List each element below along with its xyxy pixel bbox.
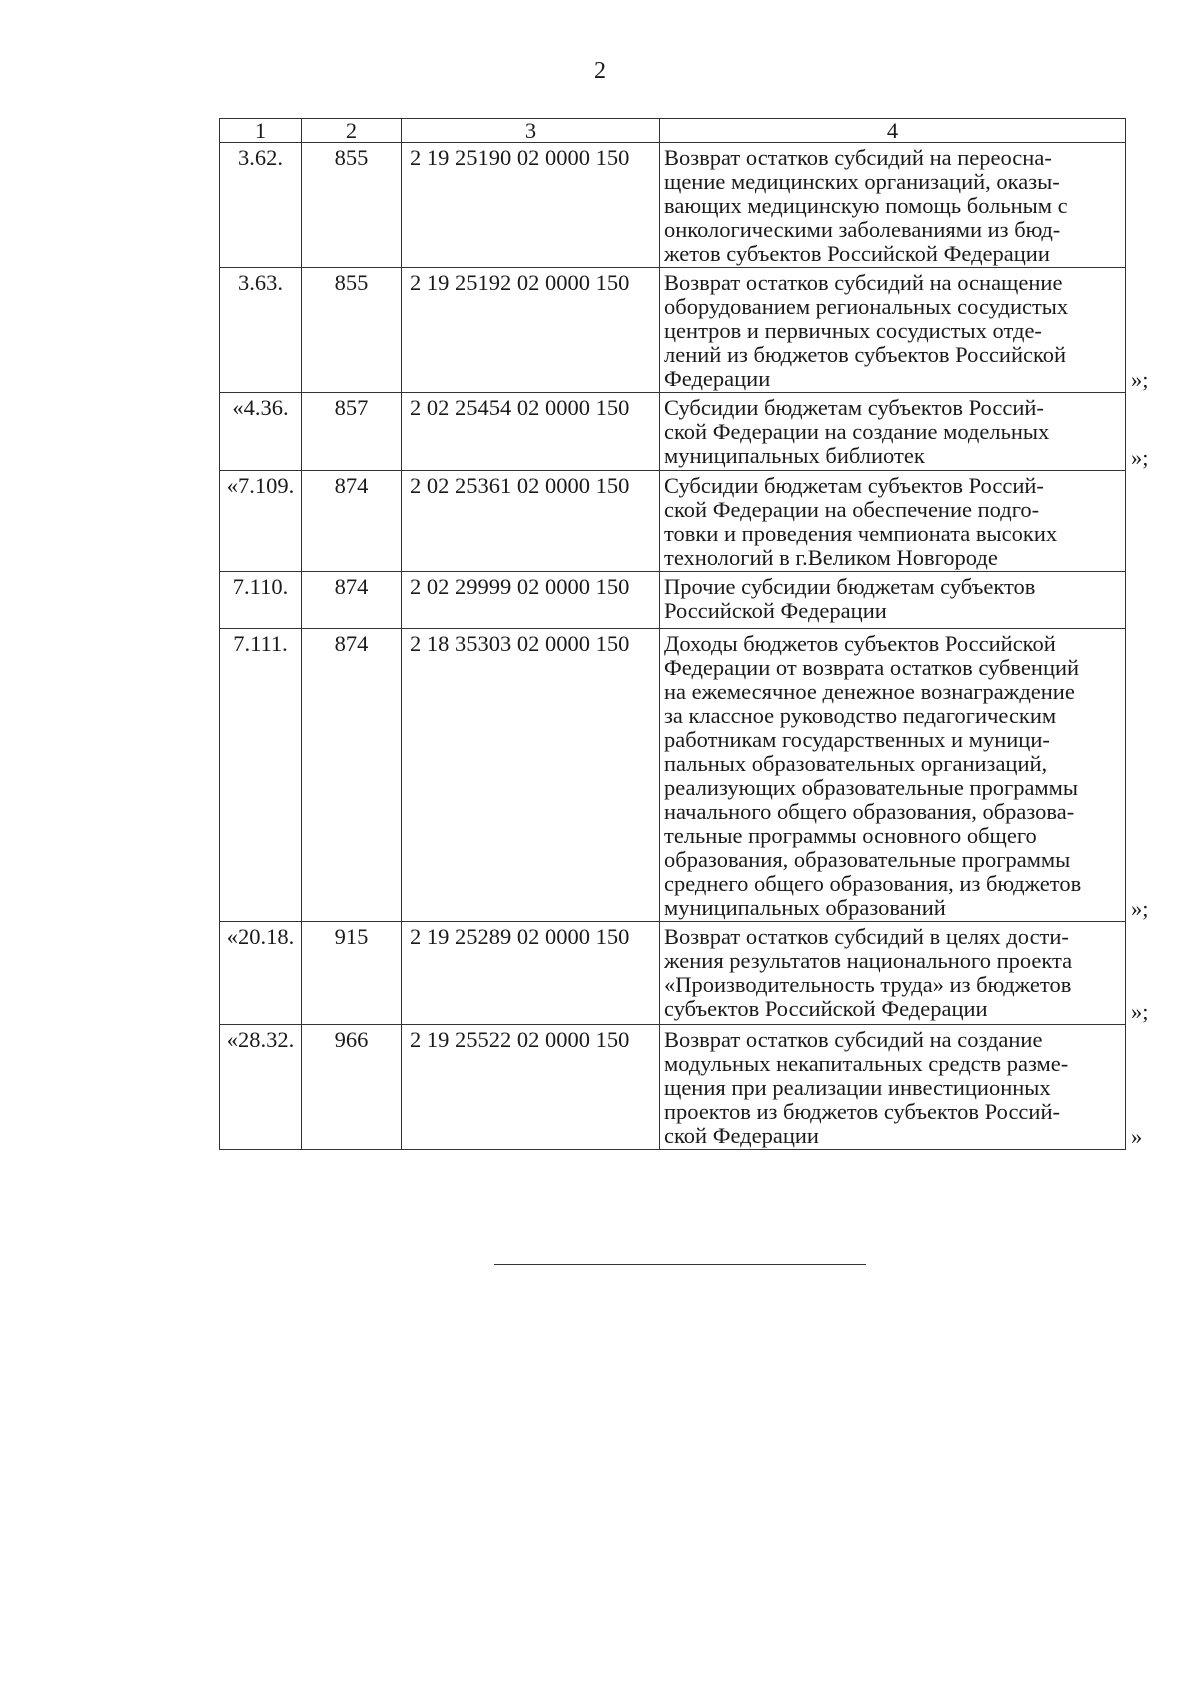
admin-code-cell: 857 (302, 393, 402, 471)
description-line: Доходы бюджетов субъектов Российской (664, 631, 1056, 656)
column-header-2: 2 (302, 119, 402, 143)
description-line: ской Федерации (664, 1123, 819, 1148)
budget-code-cell: 2 19 25522 02 0000 150 (402, 1025, 660, 1150)
budget-code-cell: 2 02 29999 02 0000 150 (402, 572, 660, 629)
description-line: щения при реализации инвестиционных (664, 1075, 1051, 1100)
description-line: образования, образовательные программы (664, 847, 1071, 872)
column-header-3: 3 (402, 119, 660, 143)
description-line: Прочие субсидии бюджетам субъектов (664, 574, 1036, 599)
description-line: на ежемесячное денежное вознаграждение (664, 679, 1075, 704)
budget-code-cell: 2 19 25190 02 0000 150 (402, 143, 660, 268)
table-row (220, 393, 1126, 471)
description-cell (660, 268, 1149, 393)
admin-code-cell: 855 (302, 143, 402, 268)
budget-code-cell: 2 19 25192 02 0000 150 (402, 268, 660, 393)
budget-code-cell: 2 02 25454 02 0000 150 (402, 393, 660, 471)
description-line: жетов субъектов Российской Федерации (664, 241, 1050, 266)
description-line: онкологическими заболеваниями из бюд- (664, 217, 1061, 242)
closing-quote-mark: »; (1131, 999, 1149, 1024)
description-line: Субсидии бюджетам субъектов Россий- (664, 473, 1044, 498)
description-line: товки и проведения чемпионата высоких (664, 521, 1058, 546)
admin-code-cell: 874 (302, 471, 402, 572)
closing-quote-mark: »; (1131, 896, 1149, 921)
description-line: работникам государственных и муници- (664, 727, 1050, 752)
description-line: ской Федерации на создание модельных (664, 419, 1050, 444)
row-number-cell: 7.111. (220, 629, 302, 922)
description-cell (660, 393, 1149, 471)
description-line: Возврат остатков субсидий на переосна- (664, 145, 1052, 170)
description-line: пальных образовательных организаций, (664, 751, 1048, 776)
description-cell (660, 471, 1126, 572)
admin-code-cell: 874 (302, 629, 402, 922)
description-line: реализующих образовательные программы (664, 775, 1079, 800)
row-number-cell: 7.110. (220, 572, 302, 629)
table-row (220, 143, 1126, 268)
table-row (220, 1025, 1126, 1150)
description-line: технологий в г.Великом Новгороде (664, 545, 998, 570)
description-line: среднего общего образования, из бюджетов (664, 871, 1082, 896)
table-row (220, 268, 1126, 393)
column-header-1: 1 (220, 119, 302, 143)
admin-code-cell: 966 (302, 1025, 402, 1150)
description-cell (660, 572, 1126, 629)
description-line: жения результатов национального проекта (664, 948, 1073, 973)
row-number-cell: «7.109. (220, 471, 302, 572)
description-line: вающих медицинскую помощь больным с (664, 193, 1068, 218)
description-line: «Производительность труда» из бюджетов (664, 972, 1072, 997)
description-cell (660, 922, 1149, 1025)
description-line: оборудованием региональных сосудистых (664, 294, 1069, 319)
row-number-cell: «4.36. (220, 393, 302, 471)
closing-quote-mark: » (1131, 1124, 1143, 1149)
table-row (220, 471, 1126, 572)
codes-table (219, 118, 1149, 1150)
table-body (220, 143, 1149, 1150)
description-line: субъектов Российской Федерации (664, 996, 988, 1021)
admin-code-cell: 855 (302, 268, 402, 393)
description-line: проектов из бюджетов субъектов Россий- (664, 1099, 1060, 1124)
description-line: Федерации от возврата остатков субвенций (664, 655, 1080, 680)
row-number-cell: 3.62. (220, 143, 302, 268)
budget-code-cell: 2 18 35303 02 0000 150 (402, 629, 660, 922)
budget-code-cell: 2 02 25361 02 0000 150 (402, 471, 660, 572)
table-row (220, 572, 1126, 629)
row-number-cell: «28.32. (220, 1025, 302, 1150)
description-line: за классное руководство педагогическим (664, 703, 1057, 728)
closing-separator-line (494, 1264, 866, 1265)
description-line: Российской Федерации (664, 598, 887, 623)
table-row (220, 922, 1126, 1025)
description-line: Возврат остатков субсидий на оснащение (664, 270, 1063, 295)
description-line: муниципальных образований (664, 895, 946, 920)
row-number-cell: 3.63. (220, 268, 302, 393)
table-header-row (220, 119, 1126, 143)
description-cell (660, 629, 1149, 922)
row-number-cell: «20.18. (220, 922, 302, 1025)
description-line: начального общего образования, образова- (664, 799, 1075, 824)
budget-code-cell: 2 19 25289 02 0000 150 (402, 922, 660, 1025)
admin-code-cell: 915 (302, 922, 402, 1025)
description-line: щение медицинских организаций, оказы- (664, 169, 1060, 194)
description-line: модульных некапитальных средств разме- (664, 1051, 1069, 1076)
description-cell (660, 143, 1126, 268)
description-line: тельные программы основного общего (664, 823, 1037, 848)
admin-code-cell: 874 (302, 572, 402, 629)
column-header-4: 4 (660, 119, 1126, 143)
description-cell (660, 1025, 1143, 1150)
page-number: 2 (594, 58, 606, 84)
description-line: ской Федерации на обеспечение подго- (664, 497, 1040, 522)
description-line: муниципальных библиотек (664, 443, 925, 468)
closing-quote-mark: »; (1131, 367, 1149, 392)
closing-quote-mark: »; (1131, 445, 1149, 470)
description-line: Федерации (664, 366, 771, 391)
description-line: Возврат остатков субсидий на создание (664, 1027, 1043, 1052)
description-line: Субсидии бюджетам субъектов Россий- (664, 395, 1044, 420)
description-line: лений из бюджетов субъектов Российской (664, 342, 1067, 367)
description-line: Возврат остатков субсидий в целях дости- (664, 924, 1069, 949)
table-row (220, 629, 1126, 922)
description-line: центров и первичных сосудистых отде- (664, 318, 1042, 343)
